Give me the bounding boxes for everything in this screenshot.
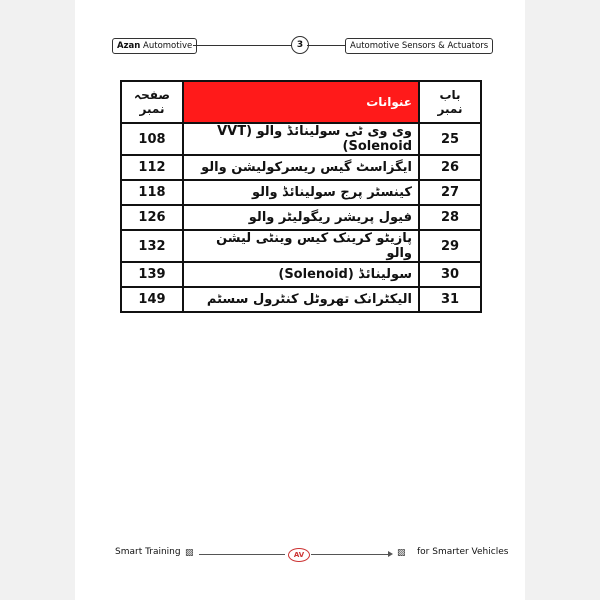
col-page-header: صفحہ نمبر [121,81,183,123]
page-number: 126 [121,205,183,230]
chapter-number: 25 [419,123,481,155]
chapter-number: 30 [419,262,481,287]
document-page [75,0,525,600]
brand-name: Azan [117,41,141,51]
chapter-number: 27 [419,180,481,205]
chapter-number: 26 [419,155,481,180]
chapter-title: کینسٹر پرج سولینائڈ والو [183,180,419,205]
contents-table [120,80,482,313]
chapter-number: 31 [419,287,481,312]
page-number: 118 [121,180,183,205]
footer-divider-left [199,554,285,555]
chapter-number: 28 [419,205,481,230]
footer-right-text: for Smarter Vehicles [417,547,509,557]
table-row [121,287,481,312]
truck-icon: ▨ [397,548,406,558]
chapter-title: پازیٹو کرینک کیس وینٹی لیشن والو [183,230,419,262]
chapter-badge: 3 [291,36,309,54]
header-divider-left [193,45,293,46]
chapter-title: الیکٹرانک تھروٹل کنٹرول سسٹم [183,287,419,312]
arrow-right-icon [388,551,393,557]
brand-suffix: Automotive [140,41,193,51]
chapter-number: 29 [419,230,481,262]
page-number: 132 [121,230,183,262]
table-row [121,230,481,262]
footer-divider-right [311,554,391,555]
header-book-title: Automotive Sensors & Actuators [345,38,493,54]
footer-left-text: Smart Training [115,547,181,557]
page-number: 112 [121,155,183,180]
col-chapter-header: باب نمبر [419,81,481,123]
chapter-title: ایگزاسٹ گیس ریسرکولیشن والو [183,155,419,180]
page-number: 139 [121,262,183,287]
table-row [121,155,481,180]
table-header-row [121,81,481,123]
car-icon: ▨ [185,548,194,558]
chapter-title: وی وی ٹی سولینائڈ والو (VVT Solenoid) [183,123,419,155]
col-title-header: عنوانات [183,81,419,123]
page-number: 149 [121,287,183,312]
footer-logo: AV [288,548,310,562]
table-row [121,123,481,155]
table-row [121,180,481,205]
table-row [121,262,481,287]
header-divider-right [307,45,345,46]
chapter-title: سولینائڈ (Solenoid) [183,262,419,287]
header-brand [112,38,197,54]
chapter-title: فیول پریشر ریگولیٹر والو [183,205,419,230]
page-number: 108 [121,123,183,155]
table-row [121,205,481,230]
